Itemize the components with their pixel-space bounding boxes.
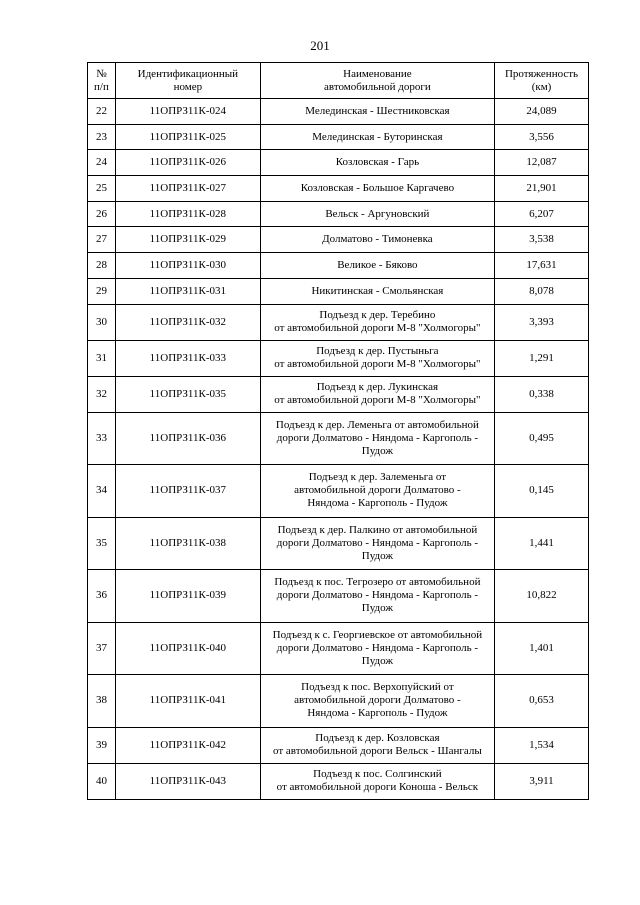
row-number: 27 (88, 227, 116, 253)
table-row (88, 622, 589, 675)
row-number: 30 (88, 304, 116, 340)
row-road-name: Козловская - Большое Каргачево (260, 176, 494, 202)
page-number: 201 (310, 38, 330, 53)
row-number: 34 (88, 465, 116, 518)
row-road-name: Подъезд к пос. Солгинский от автомобильной дороги Коноша - Вельск (260, 763, 494, 799)
row-id: 11ОПРЗ11К-036 (115, 412, 260, 465)
row-road-name: Подъезд к пос. Тегрозеро от автомобильной дороги Долматово - Няндома - Каргополь - Пудож (260, 570, 494, 623)
row-number: 31 (88, 340, 116, 376)
row-length: 10,822 (495, 570, 589, 623)
row-length: 1,291 (495, 340, 589, 376)
row-length: 0,653 (495, 675, 589, 728)
row-id: 11ОПРЗ11К-038 (115, 517, 260, 570)
row-length: 0,338 (495, 376, 589, 412)
header-length: Протяженность (км) (495, 63, 589, 99)
row-length: 3,556 (495, 124, 589, 150)
row-road-name: Подъезд к дер. Теребино от автомобильной дороги М-8 "Холмогоры" (260, 304, 494, 340)
row-road-name: Козловская - Гарь (260, 150, 494, 176)
table-row (88, 727, 589, 763)
row-road-name: Подъезд к дер. Пустыньга от автомобильной дороги М-8 "Холмогоры" (260, 340, 494, 376)
table-row (88, 278, 589, 304)
row-road-name: Подъезд к дер. Леменьга от автомобильной дороги Долматово - Няндома - Каргополь - Пудож (260, 412, 494, 465)
row-number: 28 (88, 253, 116, 279)
row-number: 37 (88, 622, 116, 675)
row-number: 39 (88, 727, 116, 763)
table-body (88, 99, 589, 800)
row-id: 11ОПРЗ11К-033 (115, 340, 260, 376)
table-row (88, 465, 589, 518)
row-road-name: Долматово - Тимоневка (260, 227, 494, 253)
row-length: 17,631 (495, 253, 589, 279)
row-length: 3,911 (495, 763, 589, 799)
table-row (88, 253, 589, 279)
row-length: 8,078 (495, 278, 589, 304)
row-road-name: Подъезд к дер. Залеменьга от автомобильной дороги Долматово - Няндома - Каргополь - Пудож (260, 465, 494, 518)
row-id: 11ОПРЗ11К-027 (115, 176, 260, 202)
row-id: 11ОПРЗ11К-030 (115, 253, 260, 279)
table-row (88, 150, 589, 176)
table-row (88, 675, 589, 728)
row-road-name: Мелединская - Шестниковская (260, 99, 494, 125)
header-id: Идентификационный номер (115, 63, 260, 99)
row-length: 24,089 (495, 99, 589, 125)
table-header (88, 63, 589, 99)
table-row (88, 99, 589, 125)
row-number: 33 (88, 412, 116, 465)
table-row (88, 176, 589, 202)
row-id: 11ОПРЗ11К-028 (115, 201, 260, 227)
row-id: 11ОПРЗ11К-041 (115, 675, 260, 728)
row-number: 40 (88, 763, 116, 799)
table-row (88, 570, 589, 623)
row-id: 11ОПРЗ11К-026 (115, 150, 260, 176)
row-number: 26 (88, 201, 116, 227)
row-road-name: Вельск - Аргуновский (260, 201, 494, 227)
roads-table (87, 62, 589, 800)
row-id: 11ОПРЗ11К-043 (115, 763, 260, 799)
row-id: 11ОПРЗ11К-040 (115, 622, 260, 675)
row-id: 11ОПРЗ11К-024 (115, 99, 260, 125)
row-road-name: Подъезд к дер. Палкино от автомобильной дороги Долматово - Няндома - Каргополь - Пудож (260, 517, 494, 570)
row-number: 24 (88, 150, 116, 176)
header-road-name: Наименование автомобильной дороги (260, 63, 494, 99)
table-row (88, 412, 589, 465)
table-row (88, 763, 589, 799)
row-length: 3,538 (495, 227, 589, 253)
table-row (88, 304, 589, 340)
row-length: 21,901 (495, 176, 589, 202)
row-id: 11ОПРЗ11К-035 (115, 376, 260, 412)
row-number: 32 (88, 376, 116, 412)
row-road-name: Мелединская - Буторинская (260, 124, 494, 150)
row-number: 35 (88, 517, 116, 570)
row-number: 25 (88, 176, 116, 202)
table-row (88, 201, 589, 227)
row-number: 22 (88, 99, 116, 125)
row-road-name: Подъезд к с. Георгиевское от автомобильной дороги Долматово - Няндома - Каргополь - Пудож (260, 622, 494, 675)
table-row (88, 517, 589, 570)
table-row (88, 340, 589, 376)
row-number: 36 (88, 570, 116, 623)
row-length: 1,401 (495, 622, 589, 675)
row-id: 11ОПРЗ11К-042 (115, 727, 260, 763)
row-length: 3,393 (495, 304, 589, 340)
row-id: 11ОПРЗ11К-032 (115, 304, 260, 340)
row-length: 1,441 (495, 517, 589, 570)
row-id: 11ОПРЗ11К-037 (115, 465, 260, 518)
row-road-name: Никитинская - Смольянская (260, 278, 494, 304)
row-length: 1,534 (495, 727, 589, 763)
row-length: 6,207 (495, 201, 589, 227)
header-number: № п/п (88, 63, 116, 99)
row-road-name: Подъезд к пос. Верхопуйский от автомобильной дороги Долматово - Няндома - Каргополь - Пудож (260, 675, 494, 728)
row-length: 12,087 (495, 150, 589, 176)
row-road-name: Подъезд к дер. Лукинская от автомобильной дороги М-8 "Холмогоры" (260, 376, 494, 412)
table-row (88, 376, 589, 412)
row-number: 38 (88, 675, 116, 728)
row-length: 0,495 (495, 412, 589, 465)
row-id: 11ОПРЗ11К-025 (115, 124, 260, 150)
row-road-name: Подъезд к дер. Козловская от автомобильной дороги Вельск - Шангалы (260, 727, 494, 763)
row-id: 11ОПРЗ11К-029 (115, 227, 260, 253)
row-number: 23 (88, 124, 116, 150)
row-road-name: Великое - Бяково (260, 253, 494, 279)
row-id: 11ОПРЗ11К-039 (115, 570, 260, 623)
row-length: 0,145 (495, 465, 589, 518)
row-number: 29 (88, 278, 116, 304)
table-row (88, 124, 589, 150)
row-id: 11ОПРЗ11К-031 (115, 278, 260, 304)
table-row (88, 227, 589, 253)
